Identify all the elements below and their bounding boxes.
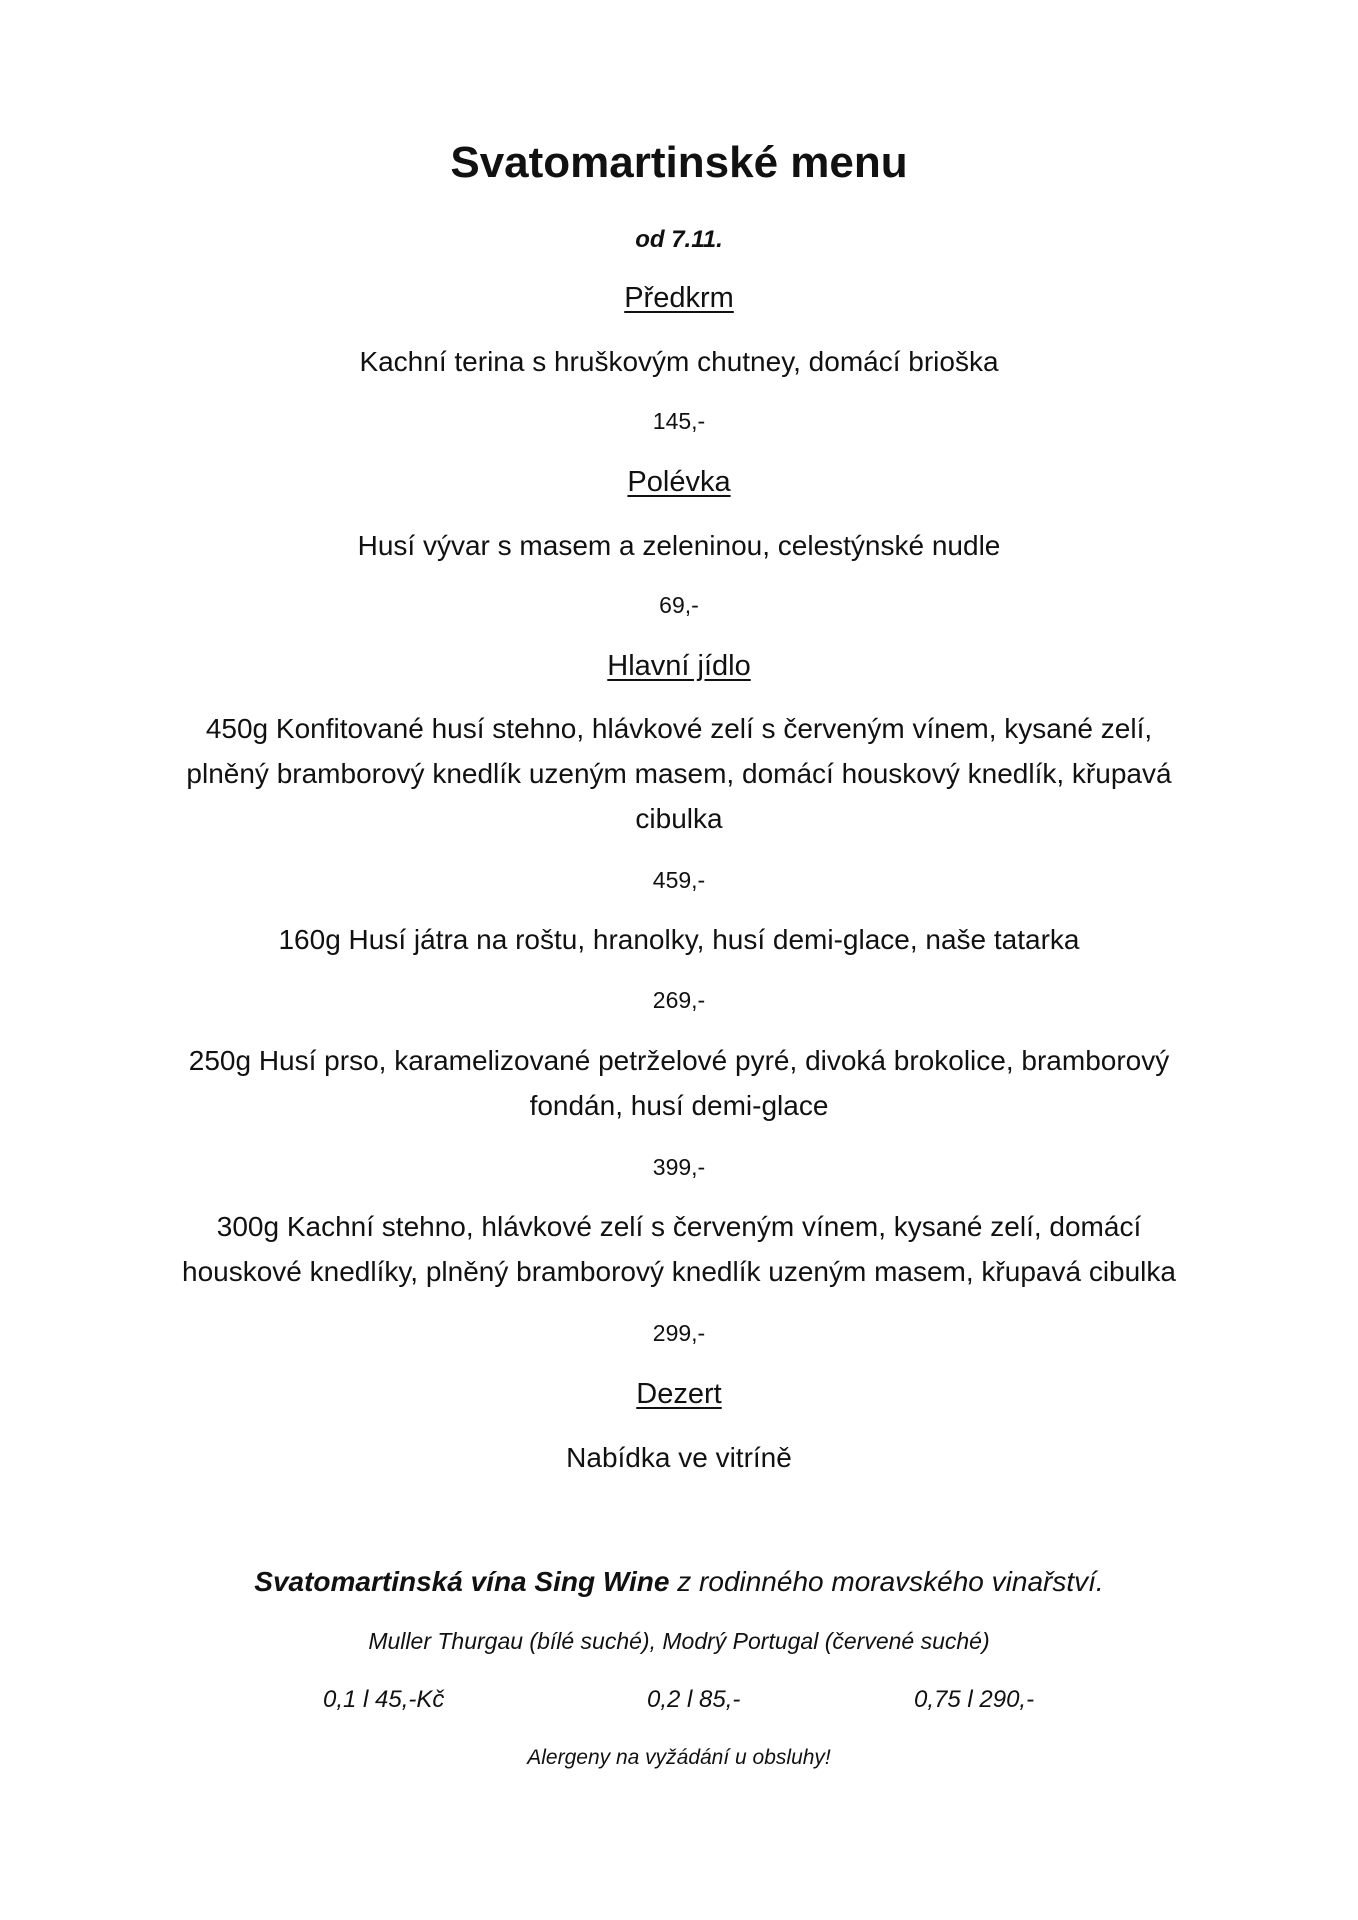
wine-price-075: 0,75 l 290,- — [914, 1686, 1035, 1713]
wine-headline — [0, 1566, 1358, 1598]
dish-description: 300g Kachní stehno, hlávkové zelí s červeným vínem, kysané zelí, domácí — [216, 1211, 1142, 1242]
dessert-offer: Nabídka ve vitríně — [566, 1442, 792, 1473]
wine-headline-brand: Svatomartinská vína Sing Wine — [254, 1566, 670, 1597]
dish-price: 399,- — [652, 1154, 706, 1180]
dish-description: 250g Husí prso, karamelizované petrželové pyré, divoká brokolice, bramborový — [188, 1045, 1170, 1076]
wine-headline-rest: z rodinného moravského vinařství. — [669, 1566, 1104, 1597]
dish-description: houskové knedlíky, plněný bramborový knedlík uzeným masem, křupavá cibulka — [182, 1256, 1176, 1287]
wine-varieties: Muller Thurgau (bílé suché), Modrý Portugal (červené suché) — [368, 1628, 990, 1654]
dish-description: Kachní terina s hruškovým chutney, domácí brioška — [359, 346, 999, 377]
wine-price-01: 0,1 l 45,-Kč — [323, 1686, 445, 1713]
dish-description: Husí vývar s masem a zeleninou, celestýnské nudle — [357, 530, 1001, 561]
dish-description: fondán, husí demi-glace — [529, 1090, 829, 1121]
section-heading-predkrm: Předkrm — [624, 282, 734, 314]
wine-price-02: 0,2 l 85,- — [647, 1686, 741, 1713]
dish-description: cibulka — [635, 803, 723, 834]
dish-price: 145,- — [652, 408, 706, 434]
dish-price: 459,- — [652, 867, 706, 893]
dish-price: 299,- — [652, 1320, 706, 1346]
dish-description: 450g Konfitované husí stehno, hlávkové zelí s červeným vínem, kysané zelí, — [205, 713, 1153, 744]
dish-price: 269,- — [652, 987, 706, 1013]
section-heading-polevka: Polévka — [627, 466, 731, 498]
allergen-note: Alergeny na vyžádání u obsluhy! — [527, 1746, 831, 1769]
valid-from-date: od 7.11. — [635, 226, 723, 253]
dish-description: plněný bramborový knedlík uzeným masem, domácí houskový knedlík, křupavá — [186, 758, 1172, 789]
dish-price: 69,- — [659, 592, 699, 618]
page-title: Svatomartinské menu — [450, 138, 908, 187]
section-heading-hlavni-jidlo: Hlavní jídlo — [607, 650, 751, 682]
dish-description: 160g Husí játra na roštu, hranolky, husí demi-glace, naše tatarka — [278, 924, 1080, 955]
section-heading-dezert: Dezert — [636, 1378, 722, 1410]
